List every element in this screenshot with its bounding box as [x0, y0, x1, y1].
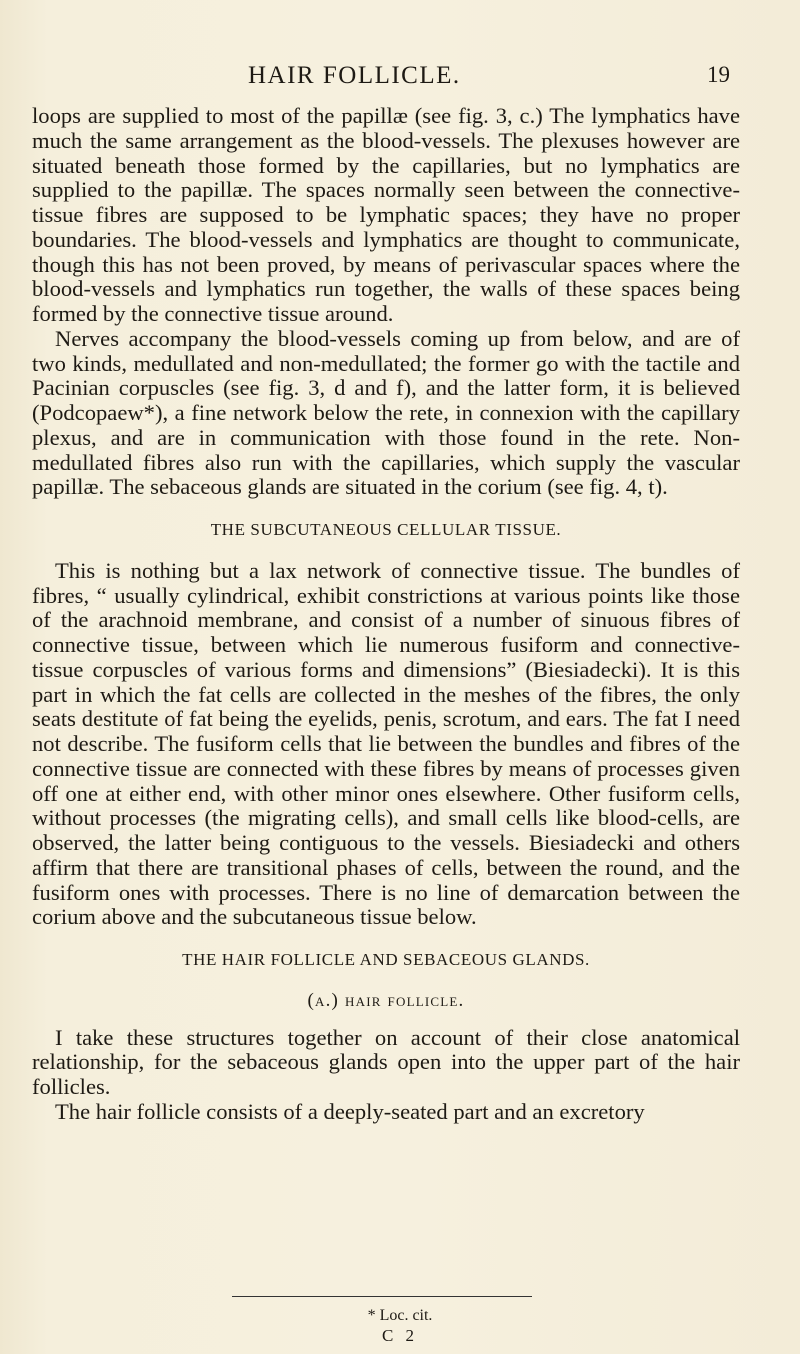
body-text	[32, 104, 740, 1125]
signature-mark: C 2	[381, 1326, 419, 1345]
paragraph-follicle-parts: The hair follicle consists of a deeply-seated part and an excretory	[55, 1098, 645, 1124]
paragraph-subcutaneous: This is nothing but a lax network of connective tissue. The bundles of fibres, “ usually cylindrical, exhibit constrictions at various points like those of the arachnoid membrane, and consist of a number of sinuous fibres of connective tissue, between which lie numerous fusiform and connective-tissue corpuscles of various forms and dimensions” (Biesiadecki). It is this part in which the fat cells are collected in the meshes of the fibres, the only seats destitute of fat being the eyelids, penis, scrotum, and ears. The fat I need not describe. The fusiform cells that lie between the bundles and fibres of the connective tissue are connected with these fibres by means of processes given off one at either end, with other minor ones elsewhere. Other fusiform cells, without processes (the migrating cells), and small cells like blood-cells, are observed, the latter being contiguous to the vessels. Biesiadecki and others affirm that there are transitional phases of cells, between the round, and the fusiform ones with processes. There is no line of demarcation between the corium above and the subcutaneous tissue below.	[32, 557, 740, 930]
section-heading-subcutaneous: THE SUBCUTANEOUS CELLULAR TISSUE.	[210, 520, 562, 539]
paragraph-nerves: Nerves accompany the blood-vessels coming up from below, and are of two kinds, medullated and non-medullated; the former go with the tactile and Pacinian corpuscles (see fig. 3, d and f), and the latter form, it is believed (Podcopaew*), a fine network below the rete, in connexion with the capillary plexus, and are in communication with those found in the rete. Non-medullated fibres also run with the capillaries, which supply the vascular papillæ. The sebaceous glands are situated in the corium (see fig. 4, t).	[32, 325, 740, 500]
footnote-divider	[232, 1296, 532, 1297]
paragraph-lymphatics: loops are supplied to most of the papillæ (see fig. 3, c.) The lymphatics have much the same arrangement as the blood-vessels. The plexuses however are situated beneath those formed by the capillaries, but no lymphatics are supplied to the papillæ. The spaces normally seen between the connective-tissue fibres are supposed to be lymphatic spaces; they have no proper boundaries. The blood-vessels and lymphatics are thought to communicate, though this has not been proved, by means of perivascular spaces where the blood-vessels and lymphatics run together, the walls of these spaces being formed by the connective tissue around.	[32, 103, 740, 326]
section-heading-hair-follicle: THE HAIR FOLLICLE AND SEBACEOUS GLANDS.	[182, 950, 590, 969]
subsection-heading-hair-follicle: (a.) hair follicle.	[307, 989, 465, 1011]
paragraph-structures: I take these structures together on account of their close anatomical relationship, for the sebaceous glands open into the upper part of the hair follicles.	[32, 1024, 740, 1099]
page-number: 19	[707, 62, 730, 87]
footnote: * Loc. cit.	[367, 1307, 433, 1324]
running-head: HAIR FOLLICLE.	[248, 62, 461, 89]
